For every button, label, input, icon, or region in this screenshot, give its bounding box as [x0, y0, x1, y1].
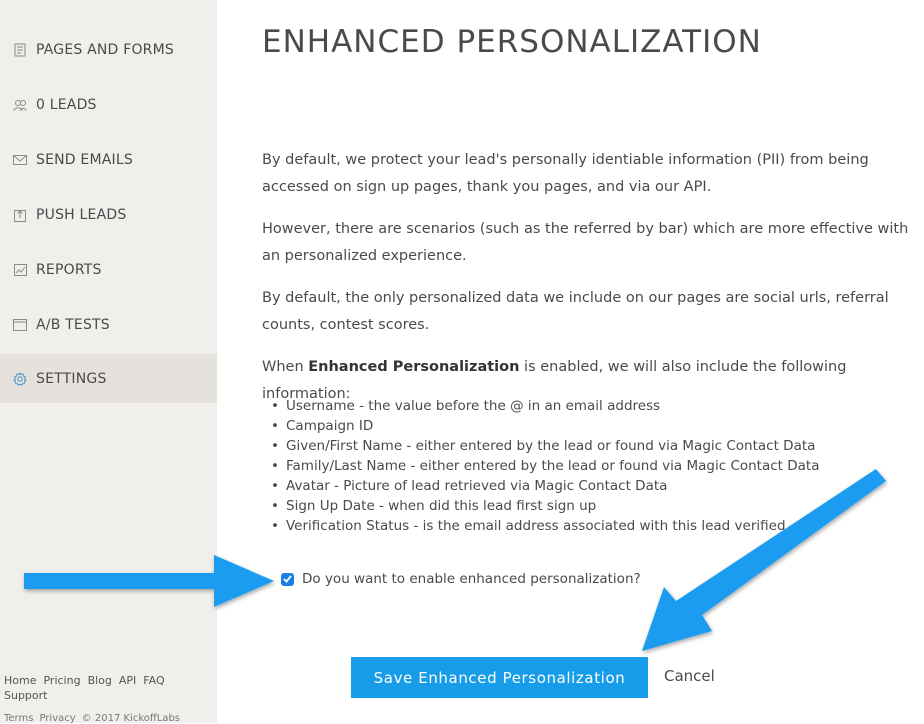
list-item: • Campaign ID [262, 416, 820, 436]
list-item: • Given/First Name - either entered by the lead or found via Magic Contact Data [262, 436, 820, 456]
sidebar-item-label: PAGES AND FORMS [36, 42, 174, 58]
sidebar-item-label: SETTINGS [36, 370, 107, 387]
list-item: • Sign Up Date - when did this lead first sign up [262, 496, 820, 516]
footer-link-privacy[interactable]: Privacy [39, 713, 76, 724]
sidebar [0, 0, 217, 723]
page-title: ENHANCED PERSONALIZATION [262, 24, 762, 60]
footer-link-terms[interactable]: Terms [4, 713, 34, 724]
sidebar-item-ab-tests[interactable] [0, 301, 217, 349]
annotation-arrow-right-icon [18, 549, 280, 613]
sidebar-item-leads[interactable] [0, 81, 217, 129]
sidebar-item-label: SEND EMAILS [36, 152, 133, 168]
gear-icon [13, 372, 27, 386]
window-icon [13, 318, 27, 332]
sidebar-item-label: 0 LEADS [36, 97, 97, 113]
list-item: • Family/Last Name - either entered by the lead or found via Magic Contact Data [262, 456, 820, 476]
enabled-info-suffix: is enabled, we will also include the following information: [262, 359, 847, 402]
sidebar-item-settings[interactable] [0, 354, 217, 403]
enable-personalization-label[interactable]: Do you want to enable enhanced personalization? [302, 571, 641, 587]
footer-link-faq[interactable]: FAQ [143, 674, 165, 687]
enabled-info-prefix: When [262, 359, 309, 375]
footer-link-api[interactable]: API [118, 674, 137, 687]
list-item: • Username - the value before the @ in an email address [262, 396, 820, 416]
users-icon [13, 98, 27, 112]
list-item: • Verification Status - is the email address associated with this lead verified [262, 516, 820, 536]
default-data-paragraph: By default, the only personalized data we include on our pages are social urls, referral counts, contest scores. [262, 290, 889, 333]
enable-personalization-checkbox[interactable] [281, 573, 294, 586]
sidebar-item-pages-and-forms[interactable] [0, 26, 217, 74]
enhanced-personalization-bold: Enhanced Personalization [308, 359, 520, 375]
sidebar-item-push-leads[interactable] [0, 191, 217, 239]
footer-links [4, 673, 209, 703]
intro-paragraph: By default, we protect your lead's personally identiable information (PII) from being accessed on sign up pages, thank you pages, and via our API. [262, 152, 869, 195]
footer-link-home[interactable]: Home [4, 674, 37, 687]
chart-icon [13, 263, 27, 277]
cancel-link[interactable]: Cancel [664, 667, 715, 685]
footer-legal [4, 713, 186, 724]
sidebar-item-label: A/B TESTS [36, 317, 110, 333]
sidebar-item-reports[interactable] [0, 246, 217, 294]
scenarios-paragraph: However, there are scenarios (such as the referred by bar) which are more effective with an personalized experience. [262, 221, 909, 264]
annotation-arrow-diagonal-icon [632, 455, 888, 660]
enable-personalization-row [281, 571, 641, 587]
pages-icon [13, 43, 27, 57]
sidebar-item-send-emails[interactable] [0, 136, 217, 184]
envelope-icon [13, 153, 27, 167]
footer-link-pricing[interactable]: Pricing [43, 674, 81, 687]
checkmark-icon [283, 575, 292, 583]
copyright-text: © 2017 KickoffLabs [81, 713, 181, 724]
push-icon [13, 208, 27, 222]
sidebar-item-label: REPORTS [36, 262, 102, 278]
save-enhanced-personalization-button[interactable]: Save Enhanced Personalization [351, 657, 648, 698]
footer-link-blog[interactable]: Blog [87, 674, 112, 687]
list-item: • Avatar - Picture of lead retrieved via Magic Contact Data [262, 476, 820, 496]
sidebar-item-label: PUSH LEADS [36, 207, 127, 223]
footer-link-support[interactable]: Support [4, 689, 48, 702]
